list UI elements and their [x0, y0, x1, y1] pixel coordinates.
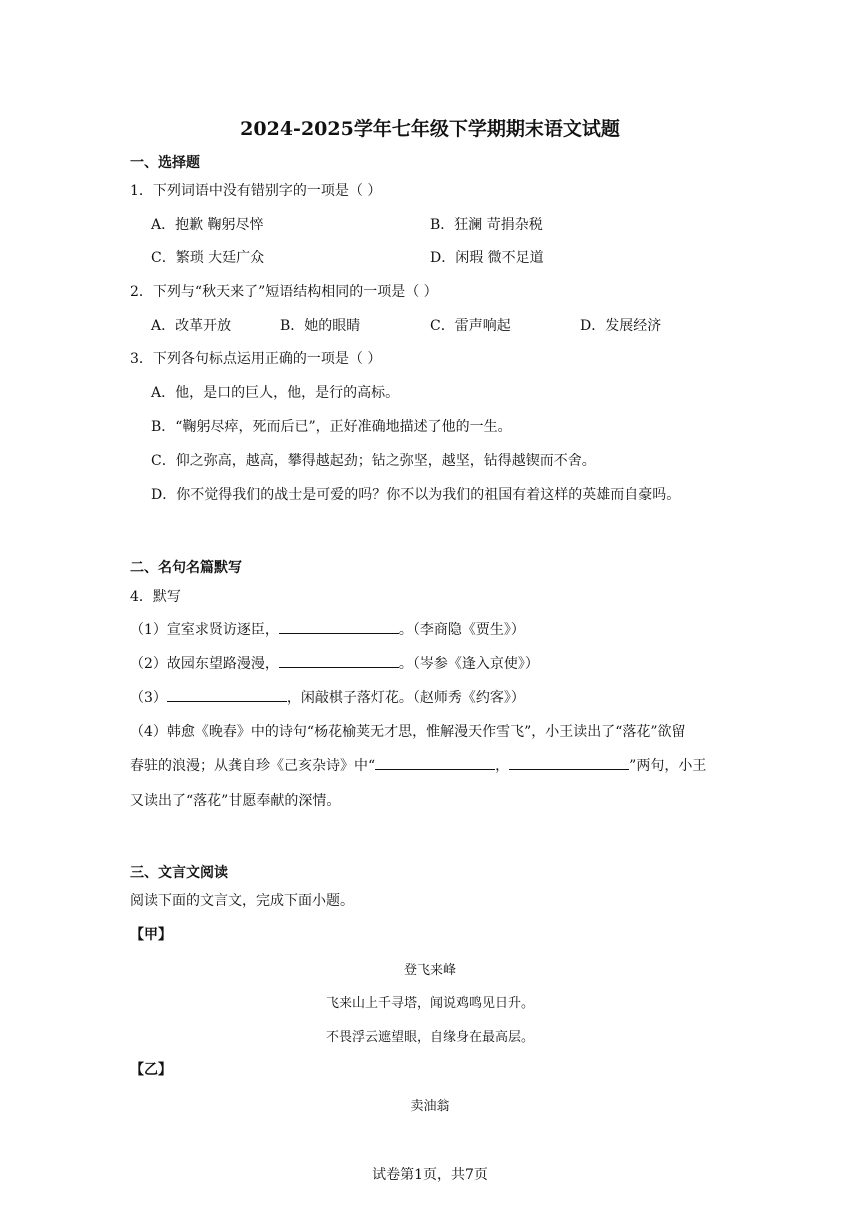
section-heading-3: 三、文言文阅读	[130, 865, 228, 881]
question-2-option-b: B．她的眼睛	[280, 318, 361, 334]
recitation-line-3-prefix: （3）	[130, 690, 167, 706]
poem-title: 登飞来峰	[403, 963, 456, 978]
fill-in-blank-2	[279, 655, 399, 668]
recitation-line-2-suffix: 。（岑参《逢入京使》）	[398, 656, 539, 672]
poem-line-1: 飞来山上千寻塔，闻说鸡鸣见日升。	[325, 996, 534, 1011]
question-1-stem: 1．下列词语中没有错别字的一项是（ ）	[130, 183, 382, 199]
fill-in-blank-3	[167, 689, 287, 702]
question-1-option-a: A．抱歉 鞠躬尽悴	[151, 217, 264, 233]
question-2-stem: 2．下列与“秋天来了”短语结构相同的一项是（ ）	[130, 284, 438, 300]
recitation-line-2-prefix: （2）故园东望路漫漫，	[130, 656, 279, 672]
recitation-line-1-suffix: 。（李商隐《贾生》）	[398, 622, 525, 638]
question-3-option-a: A．他，是口的巨人，他，是行的高标。	[151, 385, 400, 401]
passage-label-yi: 【乙】	[130, 1062, 172, 1078]
question-2-option-d: D．发展经济	[580, 318, 662, 334]
question-1-option-c: C．繁琐 大廷广众	[151, 250, 265, 266]
question-2-option-c: C．雷声响起	[430, 318, 511, 334]
recitation-line-3	[130, 687, 525, 707]
recitation-line-4-prefix: 春驻的浪漫；从龚自珍《己亥杂诗》中“	[130, 758, 376, 774]
section-heading-2: 二、名句名篇默写	[130, 560, 242, 576]
question-4-label: 4．默写	[130, 589, 181, 605]
recitation-line-1-prefix: （1）宣室求贤访逐臣，	[130, 622, 279, 638]
recitation-line-4-suffix: ”两句，小王	[629, 758, 707, 774]
recitation-line-4-comma: ，	[495, 758, 510, 774]
question-3-stem: 3．下列各句标点运用正确的一项是（ ）	[130, 351, 382, 367]
recitation-line-4-row-1: （4）韩愈《晚春》中的诗句“杨花榆荚无才思，惟解漫天作雪飞”，小王读出了“落花”欲留	[130, 724, 686, 740]
reading-instruction: 阅读下面的文言文，完成下面小题。	[130, 893, 354, 909]
poem-line-2: 不畏浮云遮望眼，自缘身在最高层。	[325, 1030, 534, 1045]
fill-in-blank-5	[509, 757, 629, 770]
recitation-line-2	[130, 653, 539, 673]
page-footer: 试卷第1页，共7页	[372, 1167, 488, 1183]
fill-in-blank-1	[279, 621, 399, 634]
recitation-line-1	[130, 619, 525, 639]
question-1-option-b: B．狂澜 苛捐杂税	[430, 217, 543, 233]
question-3-option-c: C．仰之弥高，越高，攀得越起劲；钻之弥坚，越坚，钻得越锲而不舍。	[151, 453, 596, 469]
fill-in-blank-4	[375, 757, 495, 770]
question-3-option-b: B．“鞠躬尽瘁，死而后已”，正好准确地描述了他的一生。	[151, 419, 512, 435]
section-heading-1: 一、选择题	[130, 155, 200, 171]
page-title: 2024-2025学年七年级下学期期末语文试题	[240, 118, 620, 140]
recitation-line-4-row-3: 又读出了“落花”甘愿奉献的深情。	[130, 793, 341, 809]
passage-yi-title: 卖油翁	[410, 1099, 450, 1114]
question-1-option-d: D．闲瑕 微不足道	[430, 250, 544, 266]
passage-label-jia: 【甲】	[130, 927, 172, 943]
recitation-line-3-suffix: ，闲敲棋子落灯花。（赵师秀《约客》）	[286, 690, 525, 706]
recitation-line-4-row-2	[130, 755, 706, 775]
question-2-option-a: A．改革开放	[151, 318, 232, 334]
question-3-option-d: D．你不觉得我们的战士是可爱的吗？你不以为我们的祖国有着这样的英雄而自豪吗。	[151, 487, 681, 503]
